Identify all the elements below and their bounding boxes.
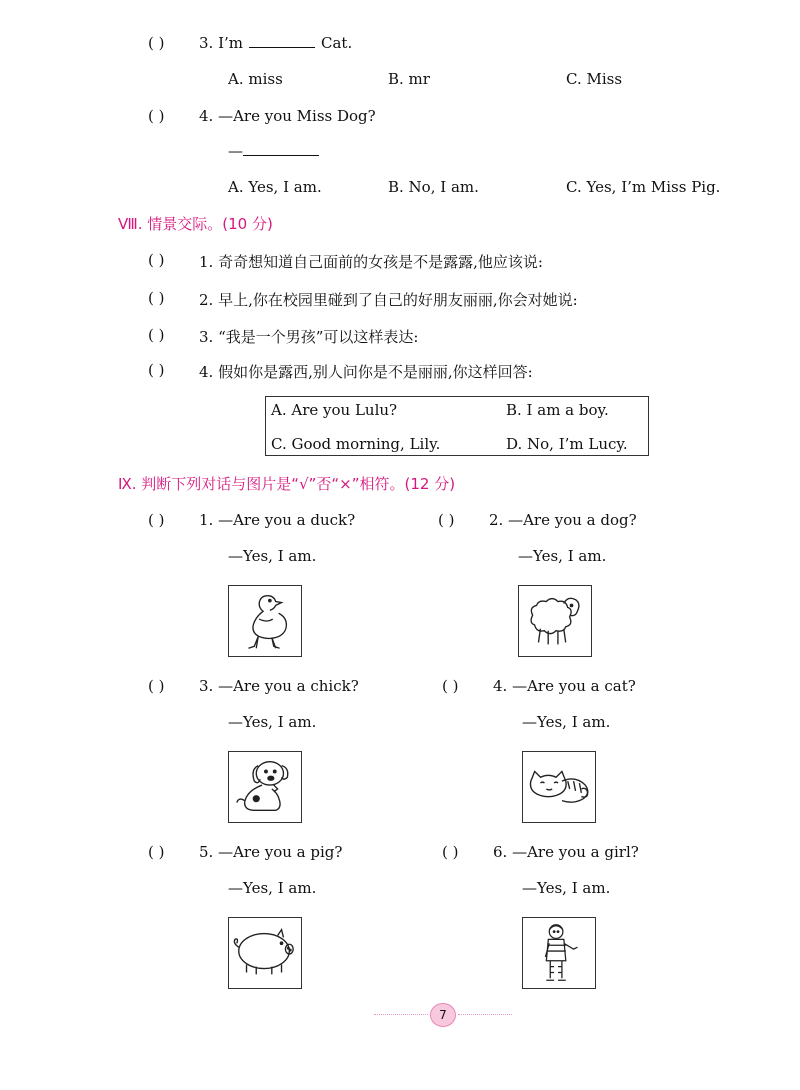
dialog-reply: —Yes, I am. xyxy=(228,879,317,897)
cat-icon xyxy=(523,752,595,822)
dog-picture xyxy=(228,751,302,823)
question-3-stem-before: 3. I’m xyxy=(199,34,243,52)
answer-paren[interactable]: ( ) xyxy=(148,326,165,344)
dialog-reply: —Yes, I am. xyxy=(522,879,611,897)
dialog-question: 6. —Are you a girl? xyxy=(493,843,639,861)
dialog-reply: —Yes, I am. xyxy=(522,713,611,731)
option-b: B. mr xyxy=(388,70,430,88)
boy-icon xyxy=(523,918,595,988)
answer-paren[interactable]: ( ) xyxy=(148,289,165,307)
answer-paren[interactable]: ( ) xyxy=(148,251,165,269)
answer-dash: — xyxy=(228,142,243,160)
situation-1: 1. 奇奇想知道自己面前的女孩是不是露露,他应该说: xyxy=(199,253,543,271)
answer-paren[interactable]: ( ) xyxy=(148,677,165,695)
question-4-stem: 4. —Are you Miss Dog? xyxy=(199,107,376,125)
answer-paren[interactable]: ( ) xyxy=(442,677,459,695)
dialog-reply: —Yes, I am. xyxy=(228,713,317,731)
dog-icon xyxy=(229,752,301,822)
answer-paren[interactable]: ( ) xyxy=(148,843,165,861)
fill-blank[interactable] xyxy=(249,46,315,48)
option-d: D. No, I’m Lucy. xyxy=(506,435,628,453)
answer-paren[interactable]: ( ) xyxy=(148,34,165,52)
option-c: C. Miss xyxy=(566,70,623,88)
dialog-reply: —Yes, I am. xyxy=(518,547,607,565)
sheep-picture xyxy=(518,585,592,657)
option-b: B. No, I am. xyxy=(388,178,479,196)
sheep-icon xyxy=(519,586,591,656)
situation-3: 3. “我是一个男孩”可以这样表达: xyxy=(199,328,419,346)
duck-picture xyxy=(228,585,302,657)
answer-paren[interactable]: ( ) xyxy=(148,361,165,379)
dialog-reply: —Yes, I am. xyxy=(228,547,317,565)
answer-line[interactable] xyxy=(228,142,325,160)
option-a: A. miss xyxy=(228,70,283,88)
question-3-stem xyxy=(199,34,352,52)
page-number: 7 xyxy=(430,1003,456,1027)
pig-picture xyxy=(228,917,302,989)
answer-paren[interactable]: ( ) xyxy=(148,107,165,125)
section-9-title: Ⅸ. 判断下列对话与图片是“√”否“×”相符。(12 分) xyxy=(118,475,456,493)
option-c: C. Good morning, Lily. xyxy=(271,435,441,453)
fill-blank[interactable] xyxy=(243,154,319,156)
answer-paren[interactable]: ( ) xyxy=(148,511,165,529)
dialog-question: 2. —Are you a dog? xyxy=(489,511,637,529)
duck-icon xyxy=(229,586,301,656)
footer-divider xyxy=(458,1014,512,1015)
options-box xyxy=(265,396,649,456)
cat-picture xyxy=(522,751,596,823)
option-a: A. Yes, I am. xyxy=(228,178,322,196)
dialog-question: 1. —Are you a duck? xyxy=(199,511,356,529)
question-3-stem-after: Cat. xyxy=(321,34,353,52)
answer-paren[interactable]: ( ) xyxy=(442,843,459,861)
pig-icon xyxy=(229,918,301,988)
dialog-question: 4. —Are you a cat? xyxy=(493,677,636,695)
dialog-question: 3. —Are you a chick? xyxy=(199,677,359,695)
option-c: C. Yes, I’m Miss Pig. xyxy=(566,178,721,196)
section-8-title: Ⅷ. 情景交际。(10 分) xyxy=(118,215,273,233)
situation-4: 4. 假如你是露西,别人问你是不是丽丽,你这样回答: xyxy=(199,363,533,381)
answer-paren[interactable]: ( ) xyxy=(438,511,455,529)
boy-picture xyxy=(522,917,596,989)
option-a: A. Are you Lulu? xyxy=(271,401,398,419)
option-b: B. I am a boy. xyxy=(506,401,609,419)
footer-divider xyxy=(374,1014,428,1015)
dialog-question: 5. —Are you a pig? xyxy=(199,843,343,861)
situation-2: 2. 早上,你在校园里碰到了自己的好朋友丽丽,你会对她说: xyxy=(199,291,578,309)
